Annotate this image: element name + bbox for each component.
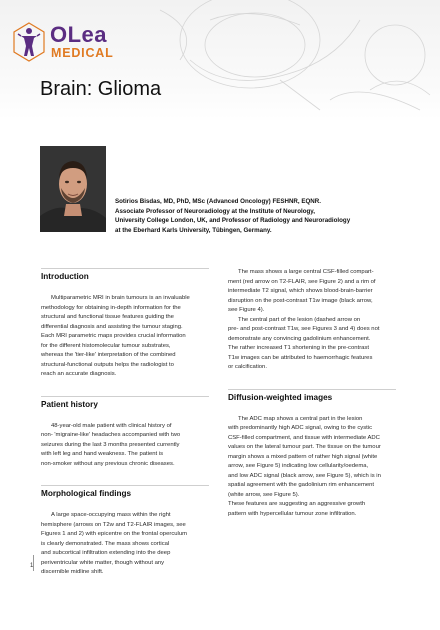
text-line: ment (red arrow on T2-FLAIR, see Figure 2) and a rim of bbox=[228, 278, 376, 285]
left-column bbox=[41, 268, 209, 578]
text-line: margin shows a mixed pattern of rather high signal (white bbox=[228, 453, 378, 460]
text-line: hemisphere (arrows on T2w and T2-FLAIR images, see bbox=[41, 521, 186, 528]
text-line: for the different histomolecular tumour substrates, bbox=[41, 342, 171, 349]
text-line: values on the lateral tumour part. The tissue on the tumour bbox=[228, 444, 381, 450]
author-name: Sotirios Bisdas, MD, PhD, MSc (Advanced Oncology) FESHNR, EQNR. bbox=[115, 198, 321, 205]
text-line: or calcification. bbox=[228, 364, 267, 370]
human-figure-logo-icon bbox=[12, 22, 46, 62]
brand-logo[interactable] bbox=[12, 22, 152, 66]
text-line: periventricular white matter, though without any bbox=[41, 559, 165, 566]
text-line: intermediate T2 signal, which shows blood-brain-barrier bbox=[228, 288, 373, 294]
author-photo bbox=[40, 146, 106, 232]
text-line: whereas the 'tier-like' interpretation of the combined bbox=[41, 352, 176, 358]
text-line: The ADC map shows a central part in the lesion bbox=[238, 415, 363, 422]
author-affiliation-line: University College London, UK, and Professor of Radiology and Neuroradiology bbox=[115, 217, 351, 225]
page-number: 1 bbox=[30, 563, 34, 569]
text-line: spatial agreement with the gadolinium rim enhancement bbox=[228, 482, 375, 488]
text-line: Each MRI parametric maps provides crucial information bbox=[41, 333, 186, 339]
author-affiliation-line: at the Eberhard Karls University, Tübingen, Germany. bbox=[115, 226, 272, 234]
section-heading-introduction: Introduction bbox=[41, 268, 209, 281]
text-line: A large space-occupying mass within the right bbox=[51, 512, 171, 518]
morphological-findings-paragraph bbox=[41, 511, 209, 578]
author-affiliation-line: Associate Professor of Neuroradiology at the Institute of Neurology, bbox=[115, 207, 315, 215]
section-heading-diffusion-weighted-images: Diffusion-weighted images bbox=[228, 389, 396, 402]
text-line: arrow, see Figure 5) indicating low cellularity/oedema, bbox=[228, 463, 369, 469]
page-title: Brain: Glioma bbox=[40, 78, 162, 100]
author-block bbox=[115, 197, 415, 235]
text-line: T1w images can be attributed to haemorrhagic features bbox=[228, 354, 373, 361]
text-line: reach an accurate diagnosis. bbox=[41, 371, 117, 377]
text-line: differential diagnosis and assisting the tumour staging. bbox=[41, 323, 183, 330]
text-line: seizures during the last 3 months presented currently bbox=[41, 441, 180, 448]
text-line: with predominantly high ADC signal, owing to the cystic bbox=[228, 425, 373, 431]
introduction-paragraph bbox=[41, 294, 209, 380]
right-column bbox=[228, 268, 396, 519]
brand-subtitle: MEDICAL bbox=[51, 46, 114, 60]
text-line: and subcortical infiltration extending into the deep bbox=[41, 550, 171, 556]
section-heading-morphological-findings: Morphological findings bbox=[41, 485, 209, 498]
text-line: structural-functional outputs helps the radiologist to bbox=[41, 361, 174, 368]
text-line: These features are suggesting an aggressive growth bbox=[228, 501, 366, 507]
text-line: The mass shows a large central CSF-filled compart- bbox=[238, 269, 374, 275]
text-line: with left leg and hand weakness. The patient is bbox=[41, 451, 164, 457]
patient-history-paragraph bbox=[41, 422, 209, 470]
text-line: see Figure 4). bbox=[228, 307, 265, 313]
text-line: pattern with hypercellular tumour zone infiltration. bbox=[228, 510, 357, 517]
text-line: The rather increased T1 shortening in the pre-contrast bbox=[228, 345, 370, 351]
text-line: 48-year-old male patient with clinical history of bbox=[51, 422, 172, 429]
text-line: non- 'migraine-like' headaches accompanied with two bbox=[41, 432, 181, 438]
section-heading-patient-history: Patient history bbox=[41, 396, 209, 409]
text-line: non-smoker without any previous chronic diseases. bbox=[41, 460, 175, 467]
text-line: is clearly demonstrated. The mass shows cortical bbox=[41, 540, 170, 547]
text-line: and low ADC signal (black arrow, see Figure 5), which is in bbox=[228, 472, 381, 479]
text-line: CSF-filled compartment, and tissue with intermediate ADC bbox=[228, 434, 380, 441]
text-line: structural and functional tissue features guiding the bbox=[41, 314, 174, 320]
text-line: demonstrate any convincing gadolinium enhancement. bbox=[228, 335, 371, 342]
text-line: Figures 1 and 2) with epicentre on the frontal operculum bbox=[41, 531, 188, 537]
text-line: pre- and post-contrast T1w, see Figures 3 and 4) does not bbox=[228, 326, 380, 332]
findings-continued-paragraph bbox=[228, 268, 396, 373]
text-line: disruption on the post-contrast T1w image (black arrow, bbox=[228, 297, 373, 304]
text-line: (white arrow, see Figure 5). bbox=[228, 491, 300, 498]
text-line: Multiparametric MRI in brain tumours is an invaluable bbox=[51, 295, 190, 301]
text-line: methodology for obtaining in-depth information for the bbox=[41, 304, 181, 311]
text-line: discernible midline shift. bbox=[41, 569, 104, 575]
text-line: The central part of the lesion (dashed arrow on bbox=[238, 316, 361, 323]
brand-name: OLea bbox=[50, 22, 108, 47]
diffusion-paragraph bbox=[228, 415, 396, 520]
